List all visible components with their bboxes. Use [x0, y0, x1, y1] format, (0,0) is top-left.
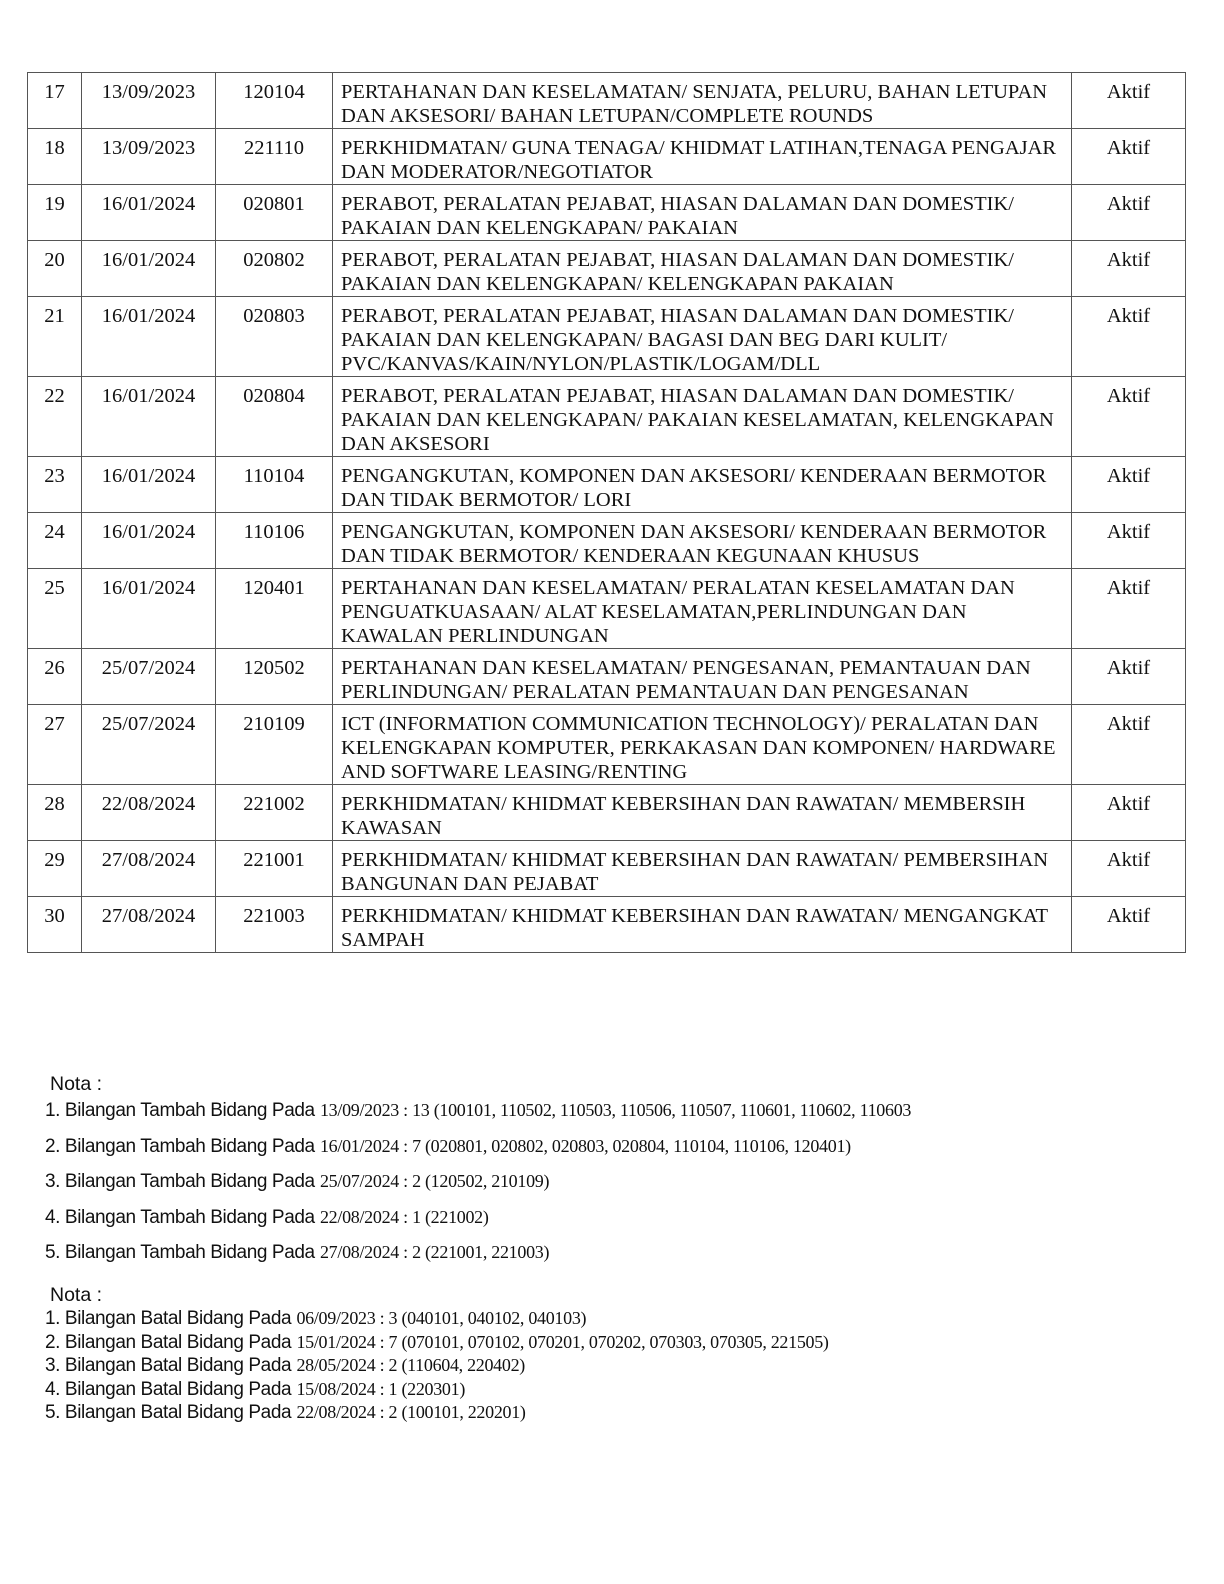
note-added-item-label: 1. Bilangan Tambah Bidang Pada: [45, 1100, 315, 1121]
table-row: [28, 377, 1186, 457]
row-description: PERABOT, PERALATAN PEJABAT, HIASAN DALAMAN DAN DOMESTIK/ PAKAIAN DAN KELENGKAPAN/ PAKAIAN: [333, 185, 1072, 241]
row-field-code: 110106: [216, 513, 333, 569]
row-number: 27: [28, 705, 82, 785]
note-added-item: [45, 1134, 911, 1170]
table-body: [28, 73, 1186, 953]
row-field-code: 120104: [216, 73, 333, 129]
row-status: Aktif: [1072, 129, 1186, 185]
note-cancelled-item-value: 15/01/2024 : 7 (070101, 070102, 070201, 070202, 070303, 070305, 221505): [296, 1331, 829, 1352]
row-number: 24: [28, 513, 82, 569]
row-field-code: 020803: [216, 297, 333, 377]
row-date: 27/08/2024: [82, 841, 216, 897]
row-status: Aktif: [1072, 569, 1186, 649]
row-number: 22: [28, 377, 82, 457]
row-number: 20: [28, 241, 82, 297]
row-number: 26: [28, 649, 82, 705]
notes-cancelled-fields: [45, 1284, 829, 1425]
note-added-item-value: 22/08/2024 : 1 (221002): [319, 1206, 489, 1227]
row-field-code: 020804: [216, 377, 333, 457]
table-row: [28, 785, 1186, 841]
row-date: 16/01/2024: [82, 569, 216, 649]
row-date: 16/01/2024: [82, 185, 216, 241]
row-status: Aktif: [1072, 241, 1186, 297]
table-row: [28, 129, 1186, 185]
row-status: Aktif: [1072, 73, 1186, 129]
row-field-code: 020801: [216, 185, 333, 241]
note-cancelled-item-value: 15/08/2024 : 1 (220301): [296, 1378, 466, 1399]
table-row: [28, 841, 1186, 897]
row-description: PENGANGKUTAN, KOMPONEN DAN AKSESORI/ KENDERAAN BERMOTOR DAN TIDAK BERMOTOR/ LORI: [333, 457, 1072, 513]
table-row: [28, 649, 1186, 705]
row-description: PERTAHANAN DAN KESELAMATAN/ SENJATA, PELURU, BAHAN LETUPAN DAN AKSESORI/ BAHAN LETUPAN/COMPLETE ROUNDS: [333, 73, 1072, 129]
note-cancelled-item-label: 1. Bilangan Batal Bidang Pada: [45, 1308, 292, 1329]
row-number: 30: [28, 897, 82, 953]
table-row: [28, 513, 1186, 569]
table-row: [28, 297, 1186, 377]
row-description: PERABOT, PERALATAN PEJABAT, HIASAN DALAMAN DAN DOMESTIK/ PAKAIAN DAN KELENGKAPAN/ BAGASI DAN BEG DARI KULIT/ PVC/KANVAS/KAIN/NYLON/PLASTIK/LOGAM/DLL: [333, 297, 1072, 377]
row-status: Aktif: [1072, 297, 1186, 377]
note-added-item-value: 25/07/2024 : 2 (120502, 210109): [319, 1171, 550, 1191]
note-cancelled-item-label: 2. Bilangan Batal Bidang Pada: [45, 1331, 292, 1353]
notes-added-list: [45, 1098, 911, 1276]
row-date: 16/01/2024: [82, 297, 216, 377]
row-number: 29: [28, 841, 82, 897]
row-field-code: 120401: [216, 569, 333, 649]
note-cancelled-item-value: 22/08/2024 : 2 (100101, 220201): [296, 1402, 526, 1422]
row-field-code: 120502: [216, 649, 333, 705]
row-date: 16/01/2024: [82, 513, 216, 569]
row-date: 13/09/2023: [82, 73, 216, 129]
row-status: Aktif: [1072, 785, 1186, 841]
table-row: [28, 457, 1186, 513]
note-added-item-value: 16/01/2024 : 7 (020801, 020802, 020803, 020804, 110104, 110106, 120401): [319, 1135, 851, 1156]
row-description: PERABOT, PERALATAN PEJABAT, HIASAN DALAMAN DAN DOMESTIK/ PAKAIAN DAN KELENGKAPAN/ KELENGKAPAN PAKAIAN: [333, 241, 1072, 297]
table-row: [28, 897, 1186, 953]
row-number: 25: [28, 569, 82, 649]
note-cancelled-item: [45, 1331, 829, 1355]
row-description: PERABOT, PERALATAN PEJABAT, HIASAN DALAMAN DAN DOMESTIK/ PAKAIAN DAN KELENGKAPAN/ PAKAIAN KESELAMATAN, KELENGKAPAN DAN AKSESORI: [333, 377, 1072, 457]
note-added-item-label: 3. Bilangan Tambah Bidang Pada: [45, 1171, 315, 1192]
note-added-item: [45, 1240, 911, 1276]
notes-cancelled-title: Nota :: [50, 1284, 103, 1306]
row-date: 16/01/2024: [82, 241, 216, 297]
note-cancelled-item-value: 28/05/2024 : 2 (110604, 220402): [296, 1355, 525, 1375]
note-added-item-value: 13/09/2023 : 13 (100101, 110502, 110503, 110506, 110507, 110601, 110602, 110603: [319, 1100, 912, 1120]
row-field-code: 221003: [216, 897, 333, 953]
note-cancelled-item-label: 3. Bilangan Batal Bidang Pada: [45, 1355, 292, 1376]
row-status: Aktif: [1072, 185, 1186, 241]
row-number: 28: [28, 785, 82, 841]
table-row: [28, 241, 1186, 297]
row-status: Aktif: [1072, 513, 1186, 569]
note-cancelled-item: [45, 1354, 829, 1378]
row-date: 16/01/2024: [82, 457, 216, 513]
note-cancelled-item-value: 06/09/2023 : 3 (040101, 040102, 040103): [296, 1308, 587, 1328]
note-cancelled-item: [45, 1378, 829, 1402]
registration-fields-table: [27, 72, 1186, 953]
row-date: 27/08/2024: [82, 897, 216, 953]
note-added-item-value: 27/08/2024 : 2 (221001, 221003): [319, 1242, 550, 1262]
row-field-code: 020802: [216, 241, 333, 297]
row-date: 22/08/2024: [82, 785, 216, 841]
row-description: PENGANGKUTAN, KOMPONEN DAN AKSESORI/ KENDERAAN BERMOTOR DAN TIDAK BERMOTOR/ KENDERAAN KEGUNAAN KHUSUS: [333, 513, 1072, 569]
note-added-item-label: 2. Bilangan Tambah Bidang Pada: [45, 1135, 315, 1157]
row-description: PERKHIDMATAN/ KHIDMAT KEBERSIHAN DAN RAWATAN/ PEMBERSIHAN BANGUNAN DAN PEJABAT: [333, 841, 1072, 897]
row-number: 23: [28, 457, 82, 513]
row-number: 19: [28, 185, 82, 241]
row-date: 25/07/2024: [82, 705, 216, 785]
row-field-code: 210109: [216, 705, 333, 785]
row-field-code: 110104: [216, 457, 333, 513]
note-cancelled-item: [45, 1307, 829, 1331]
row-status: Aktif: [1072, 649, 1186, 705]
row-number: 21: [28, 297, 82, 377]
row-date: 16/01/2024: [82, 377, 216, 457]
row-description: PERTAHANAN DAN KESELAMATAN/ PERALATAN KESELAMATAN DAN PENGUATKUASAAN/ ALAT KESELAMATAN,PERLINDUNGAN DAN KAWALAN PERLINDUNGAN: [333, 569, 1072, 649]
notes-cancelled-list: [45, 1307, 829, 1425]
row-status: Aktif: [1072, 897, 1186, 953]
table-row: [28, 569, 1186, 649]
notes-added-title: Nota :: [50, 1073, 103, 1095]
note-added-item: [45, 1205, 911, 1241]
row-status: Aktif: [1072, 457, 1186, 513]
note-added-item: [45, 1098, 911, 1134]
row-description: PERTAHANAN DAN KESELAMATAN/ PENGESANAN, PEMANTAUAN DAN PERLINDUNGAN/ PERALATAN PEMANTAUAN DAN PENGESANAN: [333, 649, 1072, 705]
table-row: [28, 705, 1186, 785]
notes-added-fields: [45, 1073, 911, 1276]
row-number: 17: [28, 73, 82, 129]
note-cancelled-item-label: 4. Bilangan Batal Bidang Pada: [45, 1378, 292, 1400]
row-status: Aktif: [1072, 705, 1186, 785]
note-added-item: [45, 1169, 911, 1205]
note-cancelled-item: [45, 1401, 829, 1425]
row-status: Aktif: [1072, 841, 1186, 897]
table-row: [28, 185, 1186, 241]
note-added-item-label: 5. Bilangan Tambah Bidang Pada: [45, 1242, 315, 1263]
row-field-code: 221002: [216, 785, 333, 841]
row-field-code: 221001: [216, 841, 333, 897]
row-description: PERKHIDMATAN/ GUNA TENAGA/ KHIDMAT LATIHAN,TENAGA PENGAJAR DAN MODERATOR/NEGOTIATOR: [333, 129, 1072, 185]
row-date: 25/07/2024: [82, 649, 216, 705]
row-description: PERKHIDMATAN/ KHIDMAT KEBERSIHAN DAN RAWATAN/ MENGANGKAT SAMPAH: [333, 897, 1072, 953]
row-status: Aktif: [1072, 377, 1186, 457]
note-cancelled-item-label: 5. Bilangan Batal Bidang Pada: [45, 1402, 292, 1423]
table-row: [28, 73, 1186, 129]
row-number: 18: [28, 129, 82, 185]
row-description: PERKHIDMATAN/ KHIDMAT KEBERSIHAN DAN RAWATAN/ MEMBERSIH KAWASAN: [333, 785, 1072, 841]
row-date: 13/09/2023: [82, 129, 216, 185]
note-added-item-label: 4. Bilangan Tambah Bidang Pada: [45, 1206, 315, 1228]
row-field-code: 221110: [216, 129, 333, 185]
row-description: ICT (INFORMATION COMMUNICATION TECHNOLOGY)/ PERALATAN DAN KELENGKAPAN KOMPUTER, PERKAKASAN DAN KOMPONEN/ HARDWARE AND SOFTWARE LEASING/RENTING: [333, 705, 1072, 785]
